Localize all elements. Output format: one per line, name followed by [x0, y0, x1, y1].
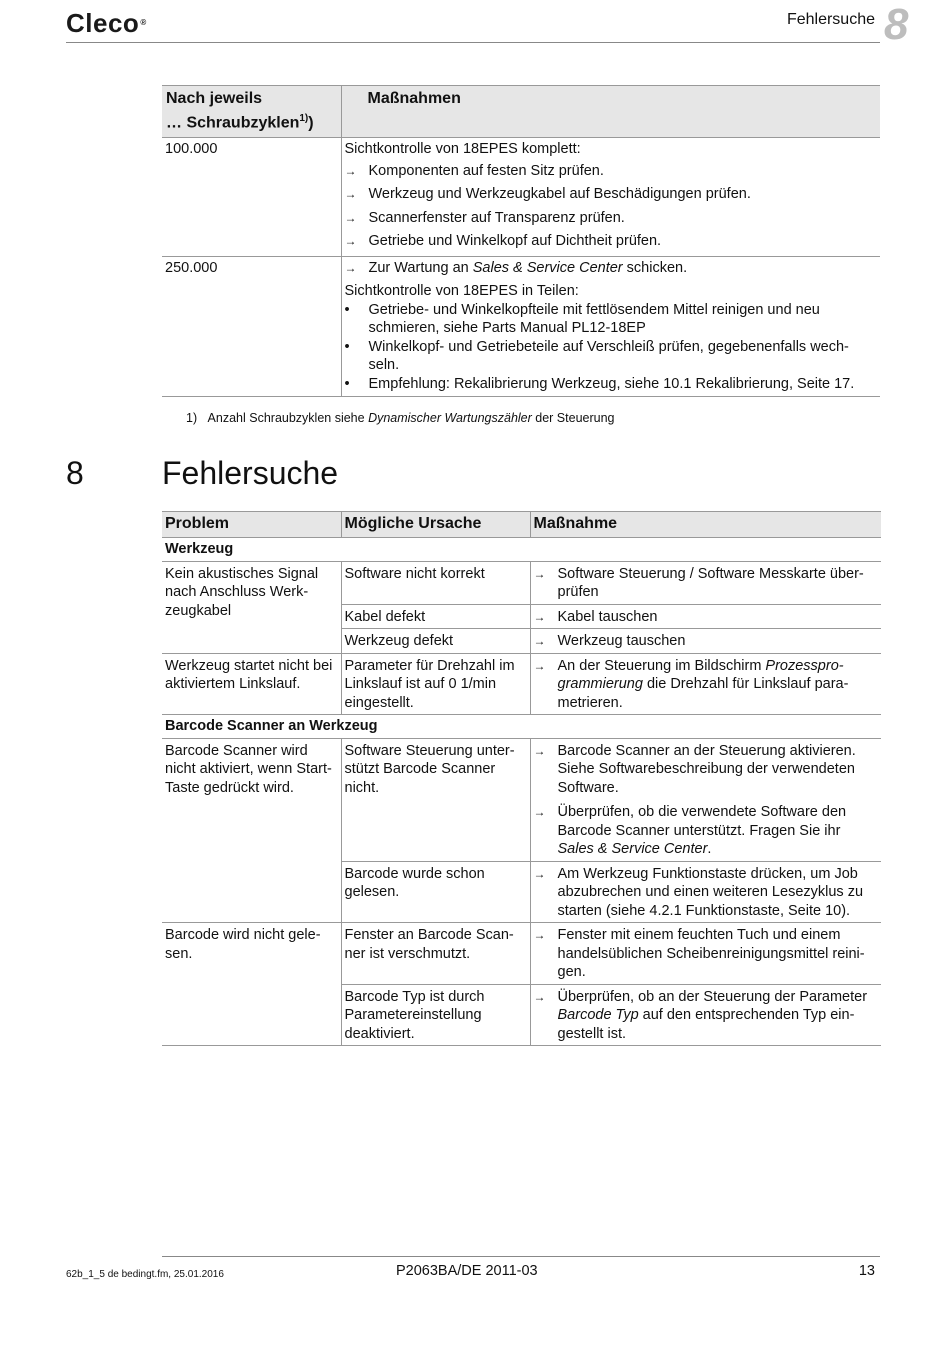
measure-text-end: .	[707, 841, 712, 857]
arrow-icon: →	[344, 210, 357, 225]
troubleshooting-table-header	[162, 512, 881, 538]
measures-cell	[341, 138, 880, 257]
action-text-end: schicken.	[622, 259, 688, 276]
maintenance-table-header	[162, 86, 880, 138]
list-item-text: Kabel tauschen	[557, 608, 658, 625]
registered-mark: ®	[140, 18, 147, 27]
footer-document-id: P2063BA/DE 2011-03	[396, 1263, 538, 1279]
list-item-text: Winkelkopf- und Getriebeteile auf Verschleiß prüfen, gegebenenfalls wech-seln.	[368, 338, 849, 374]
list-item	[345, 182, 878, 206]
arrow-icon: →	[533, 805, 546, 819]
bullet-icon: •	[344, 338, 350, 355]
cause-cell: Barcode wurde schon gelesen.	[341, 861, 530, 923]
list-item	[534, 988, 879, 1044]
list-item-text	[558, 657, 879, 713]
problem-cell: Kein akustisches Signal nach Anschluss Werk-zeugkabel	[162, 561, 341, 653]
bullet-icon: •	[344, 375, 350, 392]
cause-cell: Software Steuerung unter-stützt Barcode Scanner nicht.	[341, 738, 530, 861]
measure-emphasis: Barcode Typ	[557, 1007, 639, 1023]
cause-cell: Parameter für Drehzahl im Linkslauf ist auf 0 1/min eingestellt.	[341, 653, 530, 715]
footnote-marker: 1)	[186, 411, 198, 425]
list-item-text	[369, 259, 688, 278]
measure-cell	[530, 604, 881, 629]
list-item	[345, 338, 878, 375]
list-item-text: Empfehlung: Rekalibrierung Werkzeug, siehe 10.1 Rekalibrierung, Seite 17.	[368, 375, 855, 392]
list-item-text	[558, 988, 879, 1044]
measure-emphasis: Sales & Service Center	[557, 841, 708, 857]
list-item-text: Getriebe- und Winkelkopfteile mit fettlösendem Mittel reinigen und neu schmieren, siehe Parts Manual PL12-18EP	[368, 301, 820, 337]
arrow-icon: →	[533, 634, 546, 648]
problem-cell: Werkzeug startet nicht bei aktiviertem Linkslauf.	[162, 653, 341, 715]
measure-cell	[530, 561, 881, 604]
list-item	[345, 159, 878, 183]
arrow-icon: →	[533, 609, 546, 624]
group-title: Barcode Scanner an Werkzeug	[162, 715, 881, 739]
measure-cell	[530, 923, 881, 985]
cause-cell: Werkzeug defekt	[341, 629, 530, 654]
list-item	[534, 797, 879, 859]
header-chapter-number: 8	[884, 0, 909, 49]
list-item	[534, 742, 879, 798]
measures-cell	[341, 256, 880, 397]
cycles-cell: 250.000	[162, 256, 341, 397]
cycles-header-line2: … Schraubzyklen	[166, 114, 300, 132]
measure-cell	[530, 984, 881, 1046]
troubleshooting-table	[162, 511, 881, 1046]
cycles-header-close: )	[308, 114, 314, 132]
table-row	[162, 256, 880, 397]
arrow-icon: →	[533, 928, 546, 942]
list-item-text: Scannerfenster auf Transparenz prüfen.	[368, 209, 625, 226]
measure-cell	[530, 861, 881, 923]
list-item-text: Barcode Scanner an der Steuerung aktivieren. Siehe Softwarebeschreibung der verwendeten Software.	[557, 742, 856, 796]
cycles-column-header	[162, 86, 341, 138]
footnote-text: Anzahl Schraubzyklen siehe	[207, 411, 369, 425]
action-emphasis: Sales & Service Center	[472, 259, 623, 276]
footnote	[186, 409, 615, 428]
footnote-ref: 1)	[299, 113, 309, 124]
measure-text: Überprüfen, ob an der Steuerung der Parameter	[557, 988, 868, 1005]
header-section-title: Fehlersuche	[786, 11, 875, 28]
arrow-icon: →	[344, 163, 357, 178]
arrow-icon: →	[344, 260, 357, 275]
list-item-text	[558, 803, 879, 859]
cause-cell: Software nicht korrekt	[341, 561, 530, 604]
arrow-icon: →	[533, 989, 546, 1004]
list-item	[345, 229, 878, 253]
bullet-icon: •	[344, 301, 350, 318]
measure-text: An der Steuerung im Bildschirm	[557, 657, 766, 674]
problem-column-header: Problem	[162, 512, 341, 538]
action-text: Zur Wartung an	[368, 259, 473, 276]
list-item-text: Werkzeug und Werkzeugkabel auf Beschädigungen prüfen.	[368, 186, 751, 203]
list-item-text: Getriebe und Winkelkopf auf Dichtheit prüfen.	[368, 233, 662, 250]
table-row	[162, 653, 881, 715]
list-item-text: Werkzeug tauschen	[557, 633, 686, 649]
page-number: 13	[858, 1263, 875, 1279]
arrow-icon: →	[344, 187, 357, 202]
cause-cell: Kabel defekt	[341, 604, 530, 629]
section-title: Fehlersuche	[162, 455, 339, 491]
footer-divider	[162, 1256, 880, 1257]
measure-cell	[530, 653, 881, 715]
table-row	[162, 561, 881, 604]
table-row	[162, 923, 881, 985]
arrow-icon: →	[533, 566, 546, 581]
measure-cell	[530, 629, 881, 654]
list-item-text: Fenster mit einem feuchten Tuch und einem handelsüblichen Scheibenreinigungsmittel reini-gen.	[557, 927, 865, 980]
list-item	[345, 375, 878, 394]
cause-column-header: Mögliche Ursache	[341, 512, 530, 538]
cycles-cell: 100.000	[162, 138, 341, 257]
measure-intro: Sichtkontrolle von 18EPES komplett:	[344, 141, 581, 158]
cleco-logo	[66, 8, 147, 38]
arrow-icon: →	[533, 866, 546, 881]
measure-text-end: die Drehzahl für Linkslauf para-metrieren.	[557, 676, 849, 711]
maintenance-table	[162, 85, 880, 397]
list-item	[345, 259, 878, 280]
group-row	[162, 538, 881, 562]
table-row	[162, 738, 881, 861]
footnote-text-end: der Steuerung	[531, 411, 615, 425]
list-item	[534, 926, 879, 982]
group-row	[162, 715, 881, 739]
problem-cell: Barcode wird nicht gele-sen.	[162, 923, 341, 1046]
measure-intro: Sichtkontrolle von 18EPES in Teilen:	[344, 283, 579, 300]
list-item	[345, 301, 878, 338]
group-title: Werkzeug	[162, 538, 881, 562]
footnote-emphasis: Dynamischer Wartungszähler	[368, 411, 532, 425]
footer-file-info: 62b_1_5 de bedingt.fm, 25.01.2016	[66, 1269, 224, 1280]
section-number: 8	[66, 455, 84, 491]
problem-cell: Barcode Scanner wird nicht aktiviert, wenn Start-Taste gedrückt wird.	[162, 738, 341, 923]
table-row	[162, 138, 880, 257]
list-item-text: Komponenten auf festen Sitz prüfen.	[368, 162, 604, 179]
measure-text: Überprüfen, ob die verwendete Software den Barcode Scanner unterstützt. Fragen Sie ihr	[557, 804, 847, 839]
arrow-icon: →	[533, 658, 546, 673]
logo-text: Cleco	[66, 8, 140, 38]
list-item	[345, 206, 878, 230]
measure-cell	[530, 738, 881, 861]
header-divider	[66, 42, 880, 43]
list-item-text: Software Steuerung / Software Messkarte über-prüfen	[557, 565, 864, 600]
measure-column-header: Maßnahme	[530, 512, 881, 538]
cause-cell: Fenster an Barcode Scan-ner ist verschmutzt.	[341, 923, 530, 985]
cycles-header-line1: Nach jeweils	[166, 90, 263, 107]
list-item-text: Am Werkzeug Funktionstaste drücken, um Job abzubrechen und einen weiteren Lesezyklus zu starten (siehe 4.2.1 Funktionstaste, Seite 10).	[557, 865, 864, 919]
measures-column-header: Maßnahmen	[341, 86, 880, 138]
list-item	[534, 608, 879, 627]
arrow-icon: →	[344, 234, 357, 249]
measure-text-end: auf den entsprechenden Typ ein-gestellt ist.	[557, 1007, 855, 1042]
cause-cell: Barcode Typ ist durch Parametereinstellung deaktiviert.	[341, 984, 530, 1046]
list-item	[534, 865, 879, 921]
list-item	[534, 565, 879, 602]
list-item	[534, 632, 879, 651]
measure-emphasis: Prozesspro-grammierung	[557, 657, 844, 692]
list-item	[534, 657, 879, 713]
arrow-icon: →	[533, 743, 546, 758]
